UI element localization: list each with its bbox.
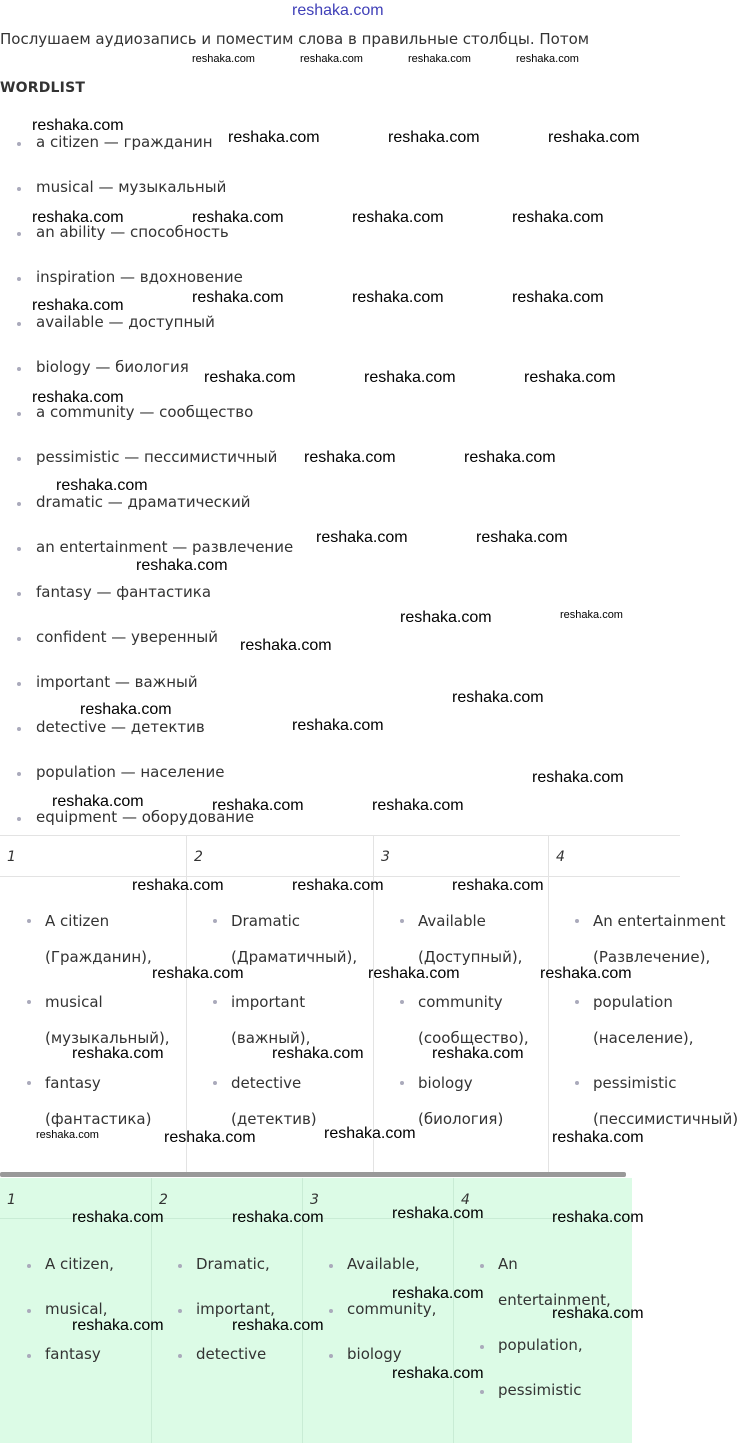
- cell-translation: (детектив): [231, 1110, 317, 1128]
- cell-translation: (биология): [418, 1110, 504, 1128]
- watermark: reshaka.com: [240, 637, 332, 654]
- column-header: 2: [194, 849, 203, 865]
- watermark: reshaka.com: [192, 53, 255, 65]
- list-bullet: [575, 919, 579, 923]
- list-bullet: [17, 277, 21, 281]
- cell-word: fantasy: [45, 1345, 101, 1363]
- list-bullet: [27, 919, 31, 923]
- wordlist-item: available — доступный: [36, 313, 215, 331]
- column-header: 4: [556, 849, 565, 865]
- watermark: reshaka.com: [56, 477, 148, 494]
- wordlist-item: musical — музыкальный: [36, 178, 227, 196]
- list-bullet: [575, 1081, 579, 1085]
- cell-word: Dramatic,: [196, 1255, 270, 1273]
- cell-word: musical,: [45, 1300, 108, 1318]
- wordlist-item: confident — уверенный: [36, 628, 218, 646]
- cell-word: A citizen,: [45, 1255, 114, 1273]
- watermark: reshaka.com: [524, 369, 616, 386]
- watermark: reshaka.com: [164, 1129, 256, 1146]
- watermark: reshaka.com: [228, 129, 320, 146]
- wordlist-item: a citizen — гражданин: [36, 133, 213, 151]
- watermark: reshaka.com: [272, 1045, 364, 1062]
- list-bullet: [17, 817, 21, 821]
- cell-translation: (фантастика): [45, 1110, 152, 1128]
- list-bullet: [213, 1081, 217, 1085]
- task-instruction: Послушаем аудиозапись и поместим слова в правильные столбцы. Потом: [0, 30, 590, 48]
- cell-word: An entertainment: [593, 912, 726, 930]
- list-bullet: [480, 1390, 484, 1394]
- watermark: reshaka.com: [132, 877, 224, 894]
- list-bullet: [400, 919, 404, 923]
- column-header: 1: [7, 849, 16, 865]
- cell-word: Dramatic: [231, 912, 301, 930]
- watermark: reshaka.com: [352, 289, 444, 306]
- watermark: reshaka.com: [392, 1205, 484, 1222]
- watermark: reshaka.com: [36, 1129, 99, 1141]
- watermark: reshaka.com: [292, 877, 384, 894]
- cell-translation: (Гражданин),: [45, 948, 152, 966]
- watermark: reshaka.com: [304, 449, 396, 466]
- column-header: 4: [461, 1192, 470, 1208]
- watermark: reshaka.com: [32, 389, 124, 406]
- wordlist-title: WORDLIST: [0, 80, 86, 96]
- list-bullet: [27, 1081, 31, 1085]
- cell-translation: (Развлечение),: [593, 948, 711, 966]
- list-bullet: [17, 322, 21, 326]
- watermark: reshaka.com: [232, 1209, 324, 1226]
- wordlist-item: important — важный: [36, 673, 198, 691]
- list-bullet: [17, 412, 21, 416]
- list-bullet: [17, 457, 21, 461]
- cell-word: community: [418, 993, 503, 1011]
- watermark: reshaka.com: [452, 877, 544, 894]
- watermark: reshaka.com: [392, 1365, 484, 1382]
- list-bullet: [17, 637, 21, 641]
- wordlist-item: equipment — оборудование: [36, 808, 255, 826]
- watermark: reshaka.com: [204, 369, 296, 386]
- watermark: reshaka.com: [136, 557, 228, 574]
- wordlist-item: pessimistic — пессимистичный: [36, 448, 278, 466]
- watermark: reshaka.com: [192, 289, 284, 306]
- watermark: reshaka.com: [72, 1045, 164, 1062]
- list-bullet: [575, 1000, 579, 1004]
- list-bullet: [17, 592, 21, 596]
- list-bullet: [27, 1309, 31, 1313]
- list-bullet: [27, 1354, 31, 1358]
- wordlist-item: detective — детектив: [36, 718, 205, 736]
- cell-word: fantasy: [45, 1074, 101, 1092]
- watermark: reshaka.com: [32, 209, 124, 226]
- list-bullet: [480, 1345, 484, 1349]
- column-header: 3: [310, 1192, 319, 1208]
- list-bullet: [480, 1264, 484, 1268]
- cell-translation: (важный),: [231, 1029, 311, 1047]
- horizontal-scrollbar[interactable]: [0, 1172, 626, 1177]
- list-bullet: [329, 1264, 333, 1268]
- list-bullet: [178, 1309, 182, 1313]
- site-link[interactable]: reshaka.com: [292, 2, 384, 19]
- cell-translation: (Доступный),: [418, 948, 523, 966]
- list-bullet: [213, 919, 217, 923]
- list-bullet: [400, 1081, 404, 1085]
- wordlist-item: fantasy — фантастика: [36, 583, 212, 601]
- watermark: reshaka.com: [552, 1209, 644, 1226]
- watermark: reshaka.com: [80, 701, 172, 718]
- cell-word: detective: [196, 1345, 267, 1363]
- watermark: reshaka.com: [32, 297, 124, 314]
- watermark: reshaka.com: [352, 209, 444, 226]
- watermark: reshaka.com: [516, 53, 579, 65]
- watermark: reshaka.com: [388, 129, 480, 146]
- cell-word: population: [593, 993, 673, 1011]
- column-header: 2: [159, 1192, 168, 1208]
- watermark: reshaka.com: [232, 1317, 324, 1334]
- list-bullet: [27, 1000, 31, 1004]
- watermark: reshaka.com: [368, 965, 460, 982]
- list-bullet: [17, 142, 21, 146]
- watermark: reshaka.com: [364, 369, 456, 386]
- cell-word: musical: [45, 993, 103, 1011]
- watermark: reshaka.com: [548, 129, 640, 146]
- watermark: reshaka.com: [300, 53, 363, 65]
- cell-word: pessimistic: [593, 1074, 677, 1092]
- list-bullet: [27, 1264, 31, 1268]
- cell-word: An: [498, 1255, 518, 1273]
- cell-word: Available,: [347, 1255, 420, 1273]
- watermark: reshaka.com: [560, 609, 623, 621]
- watermark: reshaka.com: [512, 209, 604, 226]
- watermark: reshaka.com: [392, 1285, 484, 1302]
- cell-word: A citizen: [45, 912, 110, 930]
- cell-word: Available: [418, 912, 486, 930]
- watermark: reshaka.com: [452, 689, 544, 706]
- watermark: reshaka.com: [512, 289, 604, 306]
- list-bullet: [17, 772, 21, 776]
- cell-word: community,: [347, 1300, 437, 1318]
- cell-word: important: [231, 993, 306, 1011]
- watermark: reshaka.com: [192, 209, 284, 226]
- list-bullet: [329, 1354, 333, 1358]
- list-bullet: [17, 187, 21, 191]
- watermark: reshaka.com: [212, 797, 304, 814]
- column-header: 1: [7, 1192, 16, 1208]
- wordlist-item: dramatic — драматический: [36, 493, 251, 511]
- wordlist-item: population — население: [36, 763, 225, 781]
- cell-word: detective: [231, 1074, 302, 1092]
- wordlist-item: an ability — способность: [36, 223, 229, 241]
- list-bullet: [17, 502, 21, 506]
- cell-word: biology: [418, 1074, 473, 1092]
- watermark: reshaka.com: [152, 965, 244, 982]
- cell-translation: (сообщество),: [418, 1029, 529, 1047]
- watermark: reshaka.com: [552, 1129, 644, 1146]
- cell-word: biology: [347, 1345, 402, 1363]
- watermark: reshaka.com: [72, 1317, 164, 1334]
- watermark: reshaka.com: [540, 965, 632, 982]
- list-bullet: [400, 1000, 404, 1004]
- list-bullet: [329, 1309, 333, 1313]
- wordlist-item: an entertainment — развлечение: [36, 538, 294, 556]
- watermark: reshaka.com: [552, 1305, 644, 1322]
- list-bullet: [17, 232, 21, 236]
- watermark: reshaka.com: [464, 449, 556, 466]
- watermark: reshaka.com: [408, 53, 471, 65]
- watermark: reshaka.com: [400, 609, 492, 626]
- cell-translation: (музыкальный),: [45, 1029, 170, 1047]
- watermark: reshaka.com: [316, 529, 408, 546]
- wordlist-item: biology — биология: [36, 358, 189, 376]
- cell-translation: (население),: [593, 1029, 694, 1047]
- watermark: reshaka.com: [52, 793, 144, 810]
- watermark: reshaka.com: [432, 1045, 524, 1062]
- wordlist-item: a community — сообщество: [36, 403, 254, 421]
- cell-word: population,: [498, 1336, 583, 1354]
- cell-word: entertainment,: [498, 1291, 611, 1309]
- watermark: reshaka.com: [32, 117, 124, 134]
- watermark: reshaka.com: [372, 797, 464, 814]
- list-bullet: [178, 1354, 182, 1358]
- column-header: 3: [381, 849, 390, 865]
- wordlist-item: inspiration — вдохновение: [36, 268, 243, 286]
- watermark: reshaka.com: [532, 769, 624, 786]
- list-bullet: [178, 1264, 182, 1268]
- cell-translation: (пессимистичный): [593, 1110, 738, 1128]
- list-bullet: [17, 727, 21, 731]
- watermark: reshaka.com: [292, 717, 384, 734]
- cell-word: important,: [196, 1300, 275, 1318]
- cell-word: pessimistic: [498, 1381, 582, 1399]
- watermark: reshaka.com: [324, 1125, 416, 1142]
- cell-translation: (Драматичный),: [231, 948, 358, 966]
- watermark: reshaka.com: [72, 1209, 164, 1226]
- list-bullet: [17, 682, 21, 686]
- list-bullet: [17, 547, 21, 551]
- list-bullet: [17, 367, 21, 371]
- watermark: reshaka.com: [476, 529, 568, 546]
- list-bullet: [213, 1000, 217, 1004]
